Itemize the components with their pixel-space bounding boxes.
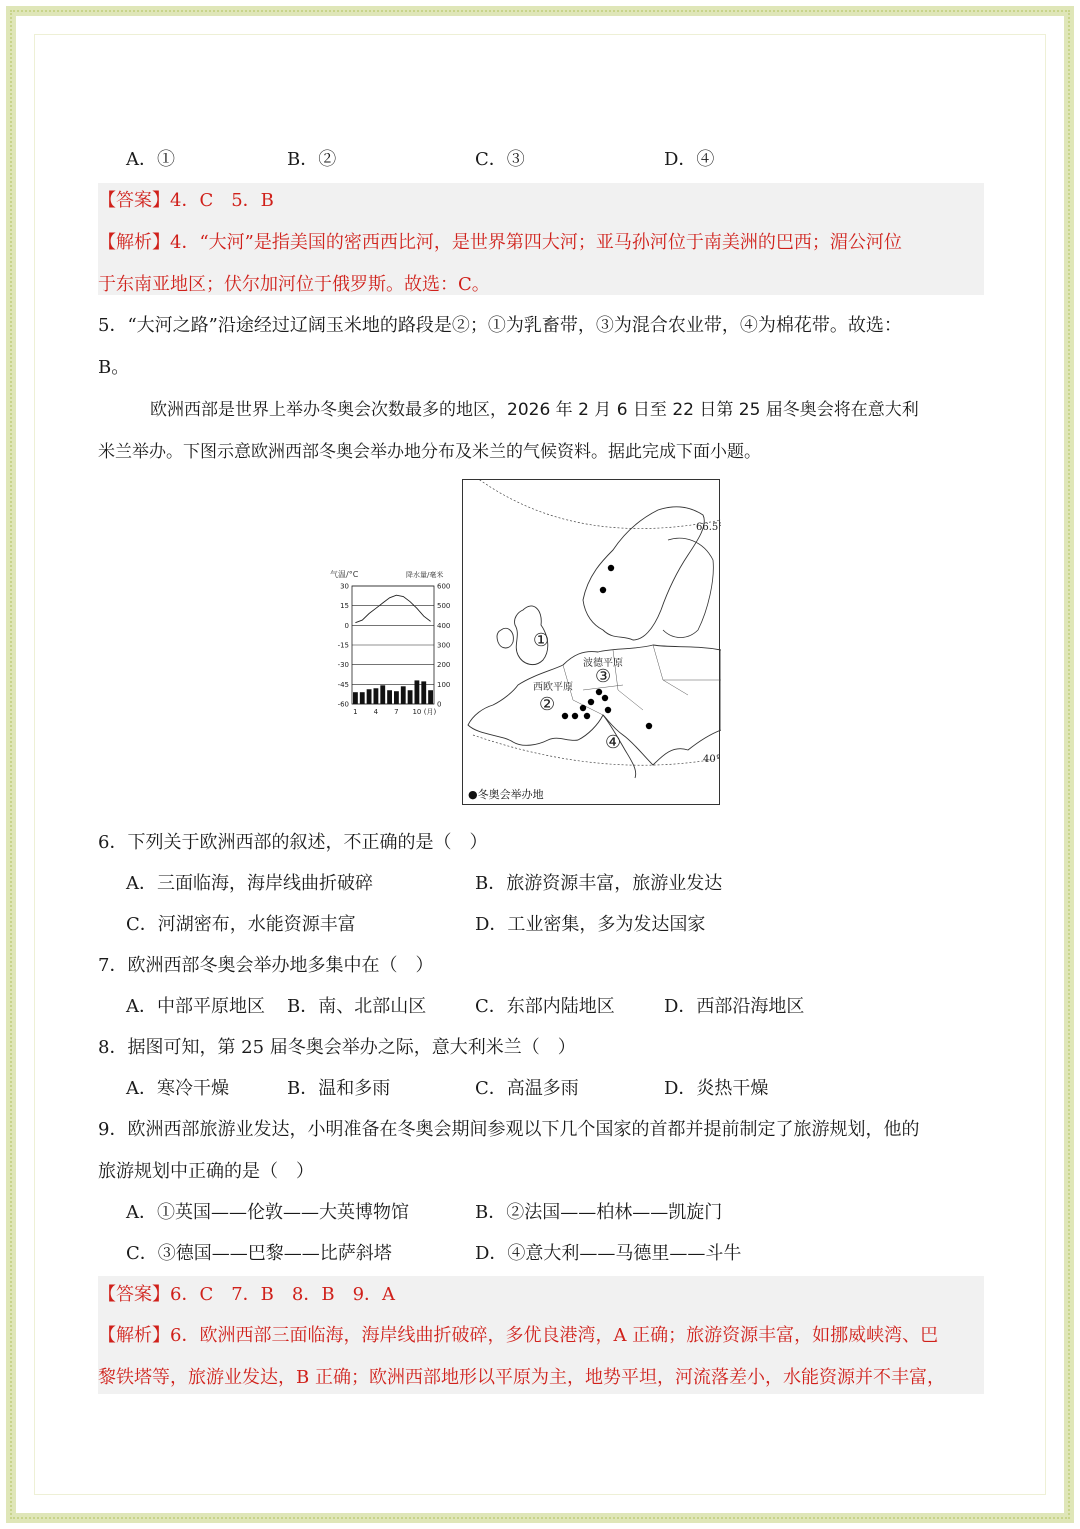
- host-city-dot: [588, 699, 594, 705]
- q6-option-c: C．河湖密布，水能资源丰富: [126, 914, 356, 935]
- region-3-marker: ③: [595, 666, 612, 687]
- q7-option-b: B．南、北部山区: [287, 996, 427, 1017]
- option-b: B．②: [287, 149, 337, 170]
- temp-tick-label: -45: [337, 680, 349, 689]
- option-c: C．③: [475, 149, 525, 170]
- precip-bar: [428, 690, 433, 704]
- precip-bar: [387, 690, 392, 704]
- intro-line-1: 欧洲西部是世界上举办冬奥会次数最多的地区，2026 年 2 月 6 日至 22 日第 25 届冬奥会将在意大利: [150, 400, 919, 420]
- host-city-dot: [580, 705, 586, 711]
- q7-stem: 7．欧洲西部冬奥会举办地多集中在（ ）: [98, 955, 434, 976]
- q5-explain-line-2: B。: [98, 357, 130, 378]
- precip-bar: [401, 686, 406, 704]
- temp-tick-label: 30: [340, 582, 349, 591]
- q9-option-b: B．②法国——柏林——凯旋门: [475, 1202, 723, 1223]
- precip-bar: [380, 685, 385, 704]
- analysis-line-2: 于东南亚地区；伏尔加河位于俄罗斯。故选：C。: [98, 274, 490, 295]
- q6-option-b: B．旅游资源丰富，旅游业发达: [475, 873, 723, 894]
- answer-tag: 【答案】: [98, 1284, 170, 1305]
- q9-stem-line-2: 旅游规划中正确的是（ ）: [98, 1161, 314, 1182]
- q9-option-d: D．④意大利——马德里——斗牛: [475, 1243, 742, 1264]
- bolan-plain-label: 波德平原: [583, 658, 623, 669]
- precip-bar: [421, 681, 426, 704]
- q5-explain-line-1: 5．“大河之路”沿途经过辽阔玉米地的路段是②；①为乳畜带，③为混合农业带，④为棉花带。故选：: [98, 315, 902, 336]
- q9-stem-line-1: 9．欧洲西部旅游业发达，小明准备在冬奥会期间参观以下几个国家的首都并提前制定了旅游规划，他的: [98, 1119, 920, 1140]
- precip-bar: [360, 692, 365, 704]
- precip-bar: [353, 692, 358, 704]
- month-tick-label: (月): [423, 708, 437, 716]
- q7-option-c: C．东部内陆地区: [475, 996, 615, 1017]
- analysis2-line-2: 黎铁塔等，旅游业发达，B 正确；欧洲西部地形以平原为主，地势平坦，河流落差小，水能资源并不丰富，: [98, 1367, 945, 1388]
- latitude-40-line: [473, 735, 721, 765]
- precip-tick-label: 100: [437, 680, 451, 689]
- map-legend: ●冬奥会举办地: [468, 788, 544, 801]
- map-drawing: [463, 480, 721, 806]
- latitude-40-label: 40°: [703, 754, 721, 765]
- host-city-dot: [605, 707, 611, 713]
- answer-line-2: [98, 1283, 395, 1307]
- precip-tick-label: 0: [437, 700, 442, 709]
- q7-option-d: D．西部沿海地区: [664, 996, 805, 1017]
- q8-option-c: C．高温多雨: [475, 1078, 579, 1099]
- temp-axis-label: 气温/°C: [330, 570, 359, 579]
- q7-option-a: A．中部平原地区: [126, 996, 265, 1017]
- precip-tick-label: 200: [437, 661, 451, 670]
- host-city-dot: [600, 587, 606, 593]
- q6-option-a: A．三面临海，海岸线曲折破碎: [126, 873, 373, 894]
- month-tick-label: 4: [373, 708, 379, 716]
- analysis2-line-1: [98, 1324, 938, 1348]
- precip-bar: [374, 688, 379, 704]
- precip-tick-label: 300: [437, 641, 451, 650]
- region-1-marker: ①: [533, 630, 550, 651]
- climate-chart: [328, 566, 458, 718]
- temp-tick-label: -60: [337, 700, 349, 709]
- option-d: D．④: [664, 149, 715, 170]
- ireland-outline: [497, 628, 513, 648]
- precip-bar: [394, 691, 399, 704]
- q8-stem: 8．据图可知，第 25 届冬奥会举办之际，意大利米兰（ ）: [98, 1037, 576, 1058]
- arctic-circle-line: [473, 480, 721, 529]
- q9-option-a: A．①英国——伦敦——大英博物馆: [126, 1202, 409, 1223]
- q9-option-c: C．③德国——巴黎——比萨斜塔: [126, 1243, 392, 1264]
- temp-tick-label: -15: [337, 641, 349, 650]
- temp-tick-label: -30: [337, 661, 349, 670]
- latitude-66-label: 66.5°: [696, 522, 721, 533]
- temp-tick-label: 15: [340, 602, 349, 611]
- analysis-line-1: [98, 231, 902, 255]
- answer-tag: 【答案】: [98, 190, 170, 211]
- temperature-curve: [355, 595, 430, 623]
- analysis-tag: 【解析】: [98, 1325, 170, 1346]
- region-2-marker: ②: [539, 694, 556, 715]
- month-tick-label: 10: [412, 708, 422, 716]
- host-city-dots: [562, 565, 652, 729]
- precip-bar: [415, 680, 420, 704]
- scandinavia-outline: [583, 507, 704, 640]
- host-city-dot: [572, 713, 578, 719]
- q8-option-b: B．温和多雨: [287, 1078, 391, 1099]
- europe-map: [462, 479, 720, 805]
- precip-bar: [367, 689, 372, 704]
- temp-tick-label: 0: [344, 621, 349, 630]
- analysis-text: 4．“大河”是指美国的密西西比河，是世界第四大河；亚马孙河位于南美洲的巴西；湄公河位: [170, 232, 902, 253]
- host-city-dot: [562, 713, 568, 719]
- host-city-dot: [608, 565, 614, 571]
- precip-axis-label: 降水量/毫米: [406, 571, 444, 579]
- answer-text: 4．C 5．B: [170, 190, 274, 211]
- intro-line-2: 米兰举办。下图示意欧洲西部冬奥会举办地分布及米兰的气候资料。据此完成下面小题。: [98, 442, 761, 462]
- q8-option-d: D．炎热干燥: [664, 1078, 769, 1099]
- precip-bar: [408, 690, 413, 704]
- analysis-tag: 【解析】: [98, 232, 170, 253]
- analysis-text: 6．欧洲西部三面临海，海岸线曲折破碎，多优良港湾，A 正确；旅游资源丰富，如挪威峡湾、巴: [170, 1325, 939, 1346]
- q8-option-a: A．寒冷干燥: [126, 1078, 229, 1099]
- q6-stem: 6．下列关于欧洲西部的叙述，不正确的是（ ）: [98, 832, 488, 853]
- precip-tick-label: 500: [437, 602, 451, 611]
- option-a: A．①: [126, 149, 175, 170]
- host-city-dot: [584, 713, 590, 719]
- q6-option-d: D．工业密集，多为发达国家: [475, 914, 706, 935]
- answer-text: 6．C 7．B 8．B 9．A: [170, 1284, 396, 1305]
- host-city-dot: [602, 695, 608, 701]
- precip-tick-label: 600: [437, 582, 451, 591]
- precip-tick-label: 400: [437, 621, 451, 630]
- month-tick-label: 7: [394, 708, 399, 716]
- host-city-dot: [596, 689, 602, 695]
- west-europe-plain-label: 西欧平原: [533, 682, 573, 693]
- host-city-dot: [646, 723, 652, 729]
- month-tick-label: 1: [353, 708, 358, 716]
- region-4-marker: ④: [605, 732, 622, 753]
- answer-line: [98, 189, 274, 213]
